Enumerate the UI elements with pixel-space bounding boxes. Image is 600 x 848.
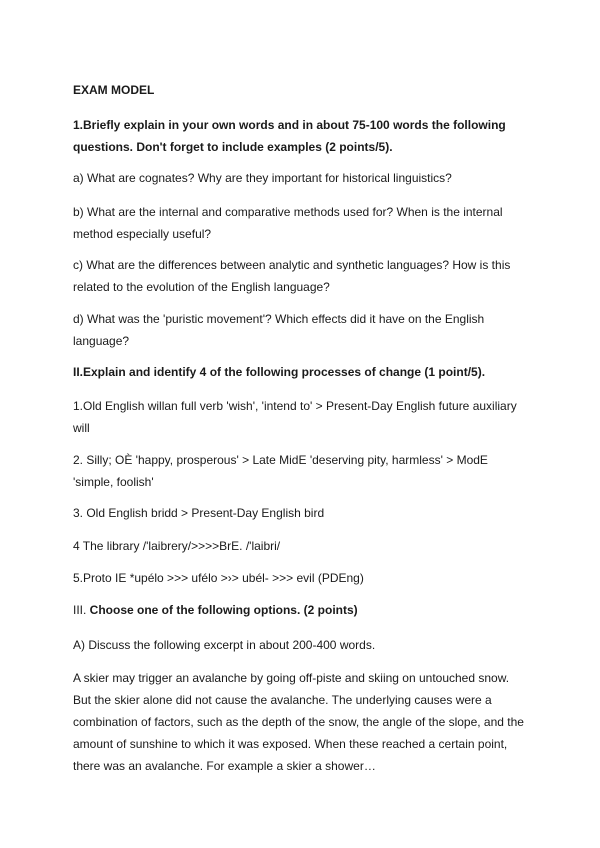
change-item-1-line2: will — [73, 421, 90, 435]
section1-heading-line2: questions. Don't forget to include examples (2 points/5). — [73, 140, 393, 154]
change-item-5 — [73, 567, 533, 589]
change-item-2-line1: 2. Silly; OÈ 'happy, prosperous' > Late MidE 'deserving pity, harmless' > ModE — [73, 453, 488, 467]
option-a — [73, 634, 533, 656]
exam-title-text: EXAM MODEL — [73, 83, 155, 97]
question-c — [73, 254, 533, 298]
section2-heading — [73, 361, 533, 383]
section3-prefix: III. — [73, 603, 90, 617]
excerpt-paragraph — [73, 667, 533, 777]
section3-heading-line — [73, 599, 533, 621]
change-item-4 — [73, 535, 533, 557]
question-b-line1: b) What are the internal and comparative methods used for? When is the internal — [73, 205, 503, 219]
question-c-line2: related to the evolution of the English language? — [73, 280, 330, 294]
question-b-line2: method especially useful? — [73, 227, 212, 241]
section3-heading — [73, 599, 533, 621]
change-item-3-text: 3. Old English bridd > Present-Day English bird — [73, 506, 325, 520]
change-item-2 — [73, 449, 533, 493]
excerpt-line5: there was an avalanche. For example a skier a shower… — [73, 759, 376, 773]
section1-heading-line1: 1.Briefly explain in your own words and in about 75-100 words the following — [73, 118, 506, 132]
excerpt-line2: But the skier alone did not cause the avalanche. The underlying causes were a — [73, 693, 492, 707]
section1-heading — [73, 114, 533, 158]
question-c-line1: c) What are the differences between analytic and synthetic languages? How is this — [73, 258, 511, 272]
section3-heading-text: Choose one of the following options. (2 points) — [89, 603, 358, 617]
question-a — [73, 167, 533, 189]
change-item-1-line1: 1.Old English willan full verb 'wish', 'intend to' > Present-Day English future auxiliary — [73, 399, 517, 413]
change-item-1 — [73, 395, 533, 439]
question-d-line1: d) What was the 'puristic movement'? Which effects did it have on the English — [73, 312, 485, 326]
question-d — [73, 308, 533, 352]
question-d-line2: language? — [73, 334, 130, 348]
section2-heading-text: II.Explain and identify 4 of the following processes of change (1 point/5). — [73, 365, 486, 379]
question-a-text: a) What are cognates? Why are they important for historical linguistics? — [73, 171, 452, 185]
change-item-2-line2: 'simple, foolish' — [73, 475, 154, 489]
option-a-text: A) Discuss the following excerpt in about 200-400 words. — [73, 638, 376, 652]
excerpt-line3: combination of factors, such as the depth of the snow, the angle of the slope, and the — [73, 715, 524, 729]
change-item-4-text: 4 The library /'laibrery/>>>>BrE. /'laibri/ — [73, 539, 281, 553]
excerpt-line1: A skier may trigger an avalanche by going off-piste and skiing on untouched snow. — [73, 671, 510, 685]
change-item-3 — [73, 502, 533, 524]
change-item-5-text: 5.Proto IE *upélo >>> ufélo >›> ubél- >>> evil (PDEng) — [73, 571, 364, 585]
question-b — [73, 201, 533, 245]
exam-title — [73, 79, 533, 101]
excerpt-line4: amount of sunshine to which it was exposed. When these reached a certain point, — [73, 737, 508, 751]
